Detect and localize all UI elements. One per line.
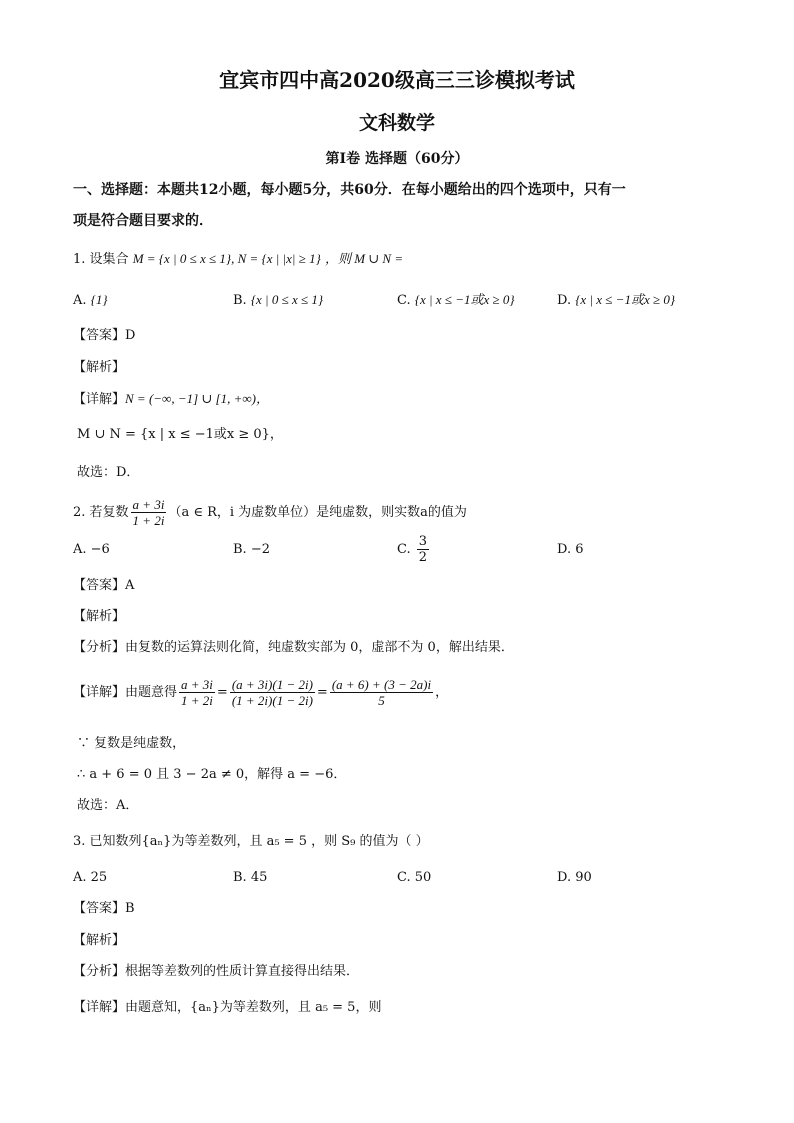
q1-stem-math: M = {x | 0 ≤ x ≤ 1}, N = {x | |x| ≥ 1} bbox=[132, 251, 321, 266]
q2-fenxi bbox=[73, 639, 514, 657]
q2-fenxi-label: 【分析】 bbox=[73, 640, 126, 655]
q2-detail-f1-num: a + 3i bbox=[181, 677, 213, 692]
q3-detail-text: 由题意知，{aₙ}为等差数列，且 a₅ = 5，则 bbox=[125, 1000, 382, 1015]
q1-detail-1 bbox=[73, 390, 269, 409]
q2-stem-prefix: 2. 若复数 bbox=[73, 505, 129, 520]
q1-option-d-label: D. bbox=[557, 293, 572, 308]
q2-detail-f2-den: (1 + 2i)(1 − 2i) bbox=[231, 693, 313, 708]
q1-answer-label: 【答案】 bbox=[73, 328, 126, 343]
q2-answer-value: A bbox=[125, 578, 135, 593]
q2-fraction bbox=[131, 497, 167, 528]
q3-analysis-label: 【解析】 bbox=[73, 933, 126, 948]
q1-option-c bbox=[397, 291, 515, 310]
q2-detail-eq-1: = bbox=[216, 685, 228, 700]
exam-subject: 文科数学 bbox=[358, 112, 435, 134]
q1-detail-2: M ∪ N = {x | x ≤ −1或x ≥ 0}， bbox=[77, 427, 283, 442]
q1-option-b-text: {x | 0 ≤ x ≤ 1} bbox=[250, 292, 324, 307]
q2-answer bbox=[73, 577, 134, 595]
instructions-line-1: 一、选择题：本题共12小题，每小题5分，共60分．在每小题给出的四个选项中，只有一 bbox=[73, 182, 626, 198]
q1-option-a bbox=[73, 291, 108, 310]
q1-stem-prefix: 1. 设集合 bbox=[73, 252, 129, 267]
instructions-line-2: 项是符合题目要求的． bbox=[73, 213, 213, 229]
q2-because: ∵ 复数是纯虚数， bbox=[77, 736, 186, 751]
q3-fenxi-text: 根据等差数列的性质计算直接得出结果． bbox=[125, 964, 360, 979]
q1-option-c-text: {x | x ≤ −1或x ≥ 0} bbox=[414, 292, 515, 307]
q3-option-a: A. 25 bbox=[73, 870, 108, 885]
q1-answer bbox=[73, 327, 135, 345]
q1-option-a-label: A. bbox=[73, 293, 87, 308]
q1-detail-1-math: N = (−∞, −1] ∪ [1, +∞)， bbox=[125, 391, 269, 406]
q2-stem-mid: （a ∈ R，i 为虚数单位）是纯虚数，则实数a的值为 bbox=[168, 505, 467, 520]
q2-detail bbox=[73, 673, 448, 713]
q2-option-a: A. −6 bbox=[73, 542, 110, 557]
q1-answer-value: D bbox=[125, 328, 136, 343]
q3-option-b: B. 45 bbox=[233, 870, 268, 885]
q2-detail-label: 【详解】 bbox=[73, 685, 126, 700]
q2-option-d: D. 6 bbox=[557, 542, 584, 557]
q2-fenxi-text: 由复数的运算法则化简，纯虚数实部为 0，虚部不为 0，解出结果． bbox=[125, 640, 514, 655]
q2-analysis-label: 【解析】 bbox=[73, 609, 126, 624]
q3-detail-label: 【详解】 bbox=[73, 1000, 126, 1015]
q3-option-c: C. 50 bbox=[397, 870, 432, 885]
q3-answer bbox=[73, 900, 135, 918]
q3-answer-label: 【答案】 bbox=[73, 901, 126, 916]
q2-detail-fraction-1 bbox=[179, 677, 215, 708]
q2-detail-prefix: 由题意得 bbox=[125, 685, 178, 700]
q2-answer-label: 【答案】 bbox=[73, 578, 126, 593]
q1-conclusion: 故选：D． bbox=[77, 465, 140, 480]
q2-option-c-numerator: 3 bbox=[418, 534, 428, 549]
q3-stem: 3. 已知数列{aₙ}为等差数列，且 a₅ = 5 ，则 S₉ 的值为（ ） bbox=[73, 834, 429, 849]
q2-detail-comma: ， bbox=[435, 685, 449, 700]
q2-fraction-denominator: 1 + 2i bbox=[132, 513, 165, 528]
q2-detail-fraction-2 bbox=[230, 677, 315, 708]
q2-stem bbox=[73, 497, 467, 528]
q1-option-c-label: C. bbox=[397, 293, 411, 308]
exam-title: 宜宾市四中高2020级高三三诊模拟考试 bbox=[219, 68, 575, 92]
q2-fraction-numerator: a + 3i bbox=[132, 497, 165, 512]
q2-option-c-fraction bbox=[417, 534, 429, 565]
q1-option-a-text: {1} bbox=[90, 292, 108, 307]
q3-answer-value: B bbox=[125, 901, 135, 916]
section-heading: 第I卷 选择题（60分） bbox=[325, 151, 469, 167]
q2-detail-f1-den: 1 + 2i bbox=[181, 693, 213, 708]
q2-option-c bbox=[397, 530, 431, 570]
q1-stem-suffix: ，则 M ∪ N = bbox=[324, 251, 404, 266]
q1-option-b-label: B. bbox=[233, 293, 247, 308]
q2-conclusion: 故选：A． bbox=[77, 798, 139, 813]
q2-option-c-denominator: 2 bbox=[418, 550, 428, 565]
q3-detail bbox=[73, 999, 381, 1017]
q2-detail-f2-num: (a + 3i)(1 − 2i) bbox=[231, 677, 313, 692]
q2-therefore: ∴ a + 6 = 0 且 3 − 2a ≠ 0，解得 a = −6． bbox=[77, 767, 347, 782]
q2-detail-fraction-3 bbox=[330, 677, 433, 708]
q2-detail-eq-2: = bbox=[316, 685, 328, 700]
q1-option-d-text: {x | x ≤ −1或x ≥ 0} bbox=[575, 292, 676, 307]
q3-fenxi bbox=[73, 963, 359, 981]
q2-option-b: B. −2 bbox=[233, 542, 270, 557]
q1-analysis-label: 【解析】 bbox=[73, 360, 126, 375]
q2-detail-f3-num: (a + 6) + (3 − 2a)i bbox=[331, 677, 432, 692]
q1-detail-label: 【详解】 bbox=[73, 392, 126, 407]
q1-option-b bbox=[233, 291, 323, 310]
q2-detail-f3-den: 5 bbox=[378, 693, 385, 708]
q1-option-d bbox=[557, 291, 675, 310]
q3-fenxi-label: 【分析】 bbox=[73, 964, 126, 979]
q2-option-c-label: C. bbox=[397, 542, 411, 557]
q1-stem bbox=[73, 250, 403, 269]
q3-option-d: D. 90 bbox=[557, 870, 592, 885]
